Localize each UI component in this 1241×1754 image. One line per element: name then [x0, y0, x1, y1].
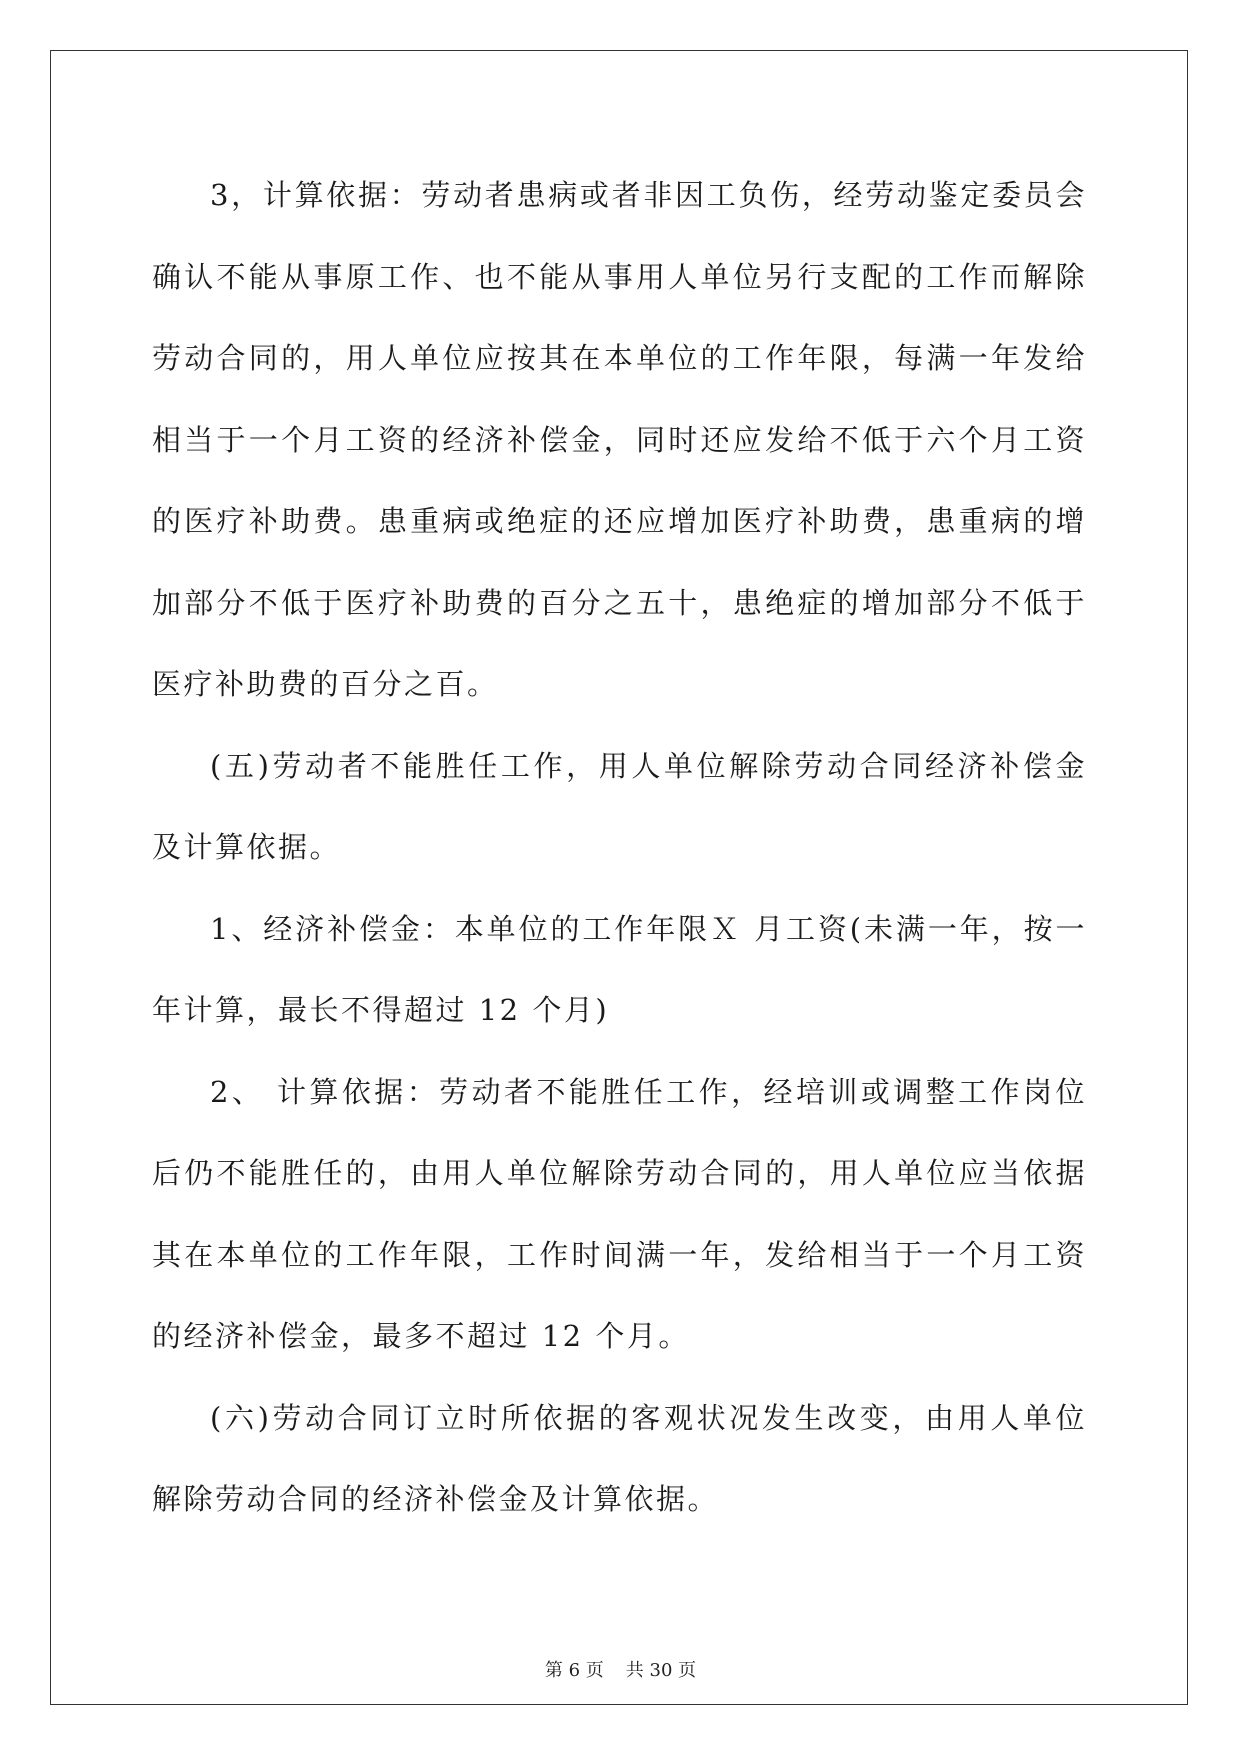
page-number-total: 共 30 页	[625, 1660, 697, 1681]
paragraph-4: 2、 计算依据：劳动者不能胜任工作，经培训或调整工作岗位后仍不能胜任的，由用人单位解除劳动合同的，用人单位应当依据其在本单位的工作年限，工作时间满一年，发给相当于一个月工资的经济补偿金，最多不超过 12 个月。	[152, 1074, 1087, 1353]
paragraph-1: 3，计算依据：劳动者患病或者非因工负伤，经劳动鉴定委员会确认不能从事原工作、也不能从事用人单位另行支配的工作而解除劳动合同的，用人单位应按其在本单位的工作年限，每满一年发给相当于一个月工资的经济补偿金，同时还应发给不低于六个月工资的医疗补助费。患重病或绝症的还应增加医疗补助费，患重病的增加部分不低于医疗补助费的百分之五十，患绝症的增加部分不低于医疗补助费的百分之百。	[152, 178, 1087, 701]
document-body	[152, 155, 1087, 1541]
page-number-current: 第 6 页	[544, 1660, 604, 1681]
paragraph-2: (五)劳动者不能胜任工作，用人单位解除劳动合同经济补偿金及计算依据。	[152, 748, 1087, 864]
paragraph-5: (六)劳动合同订立时所依据的客观状况发生改变，由用人单位解除劳动合同的经济补偿金及计算依据。	[152, 1400, 1087, 1516]
paragraph-3: 1、经济补偿金：本单位的工作年限Ｘ 月工资(未满一年，按一年计算，最长不得超过 12 个月)	[152, 911, 1087, 1027]
page-footer	[0, 1656, 1241, 1682]
